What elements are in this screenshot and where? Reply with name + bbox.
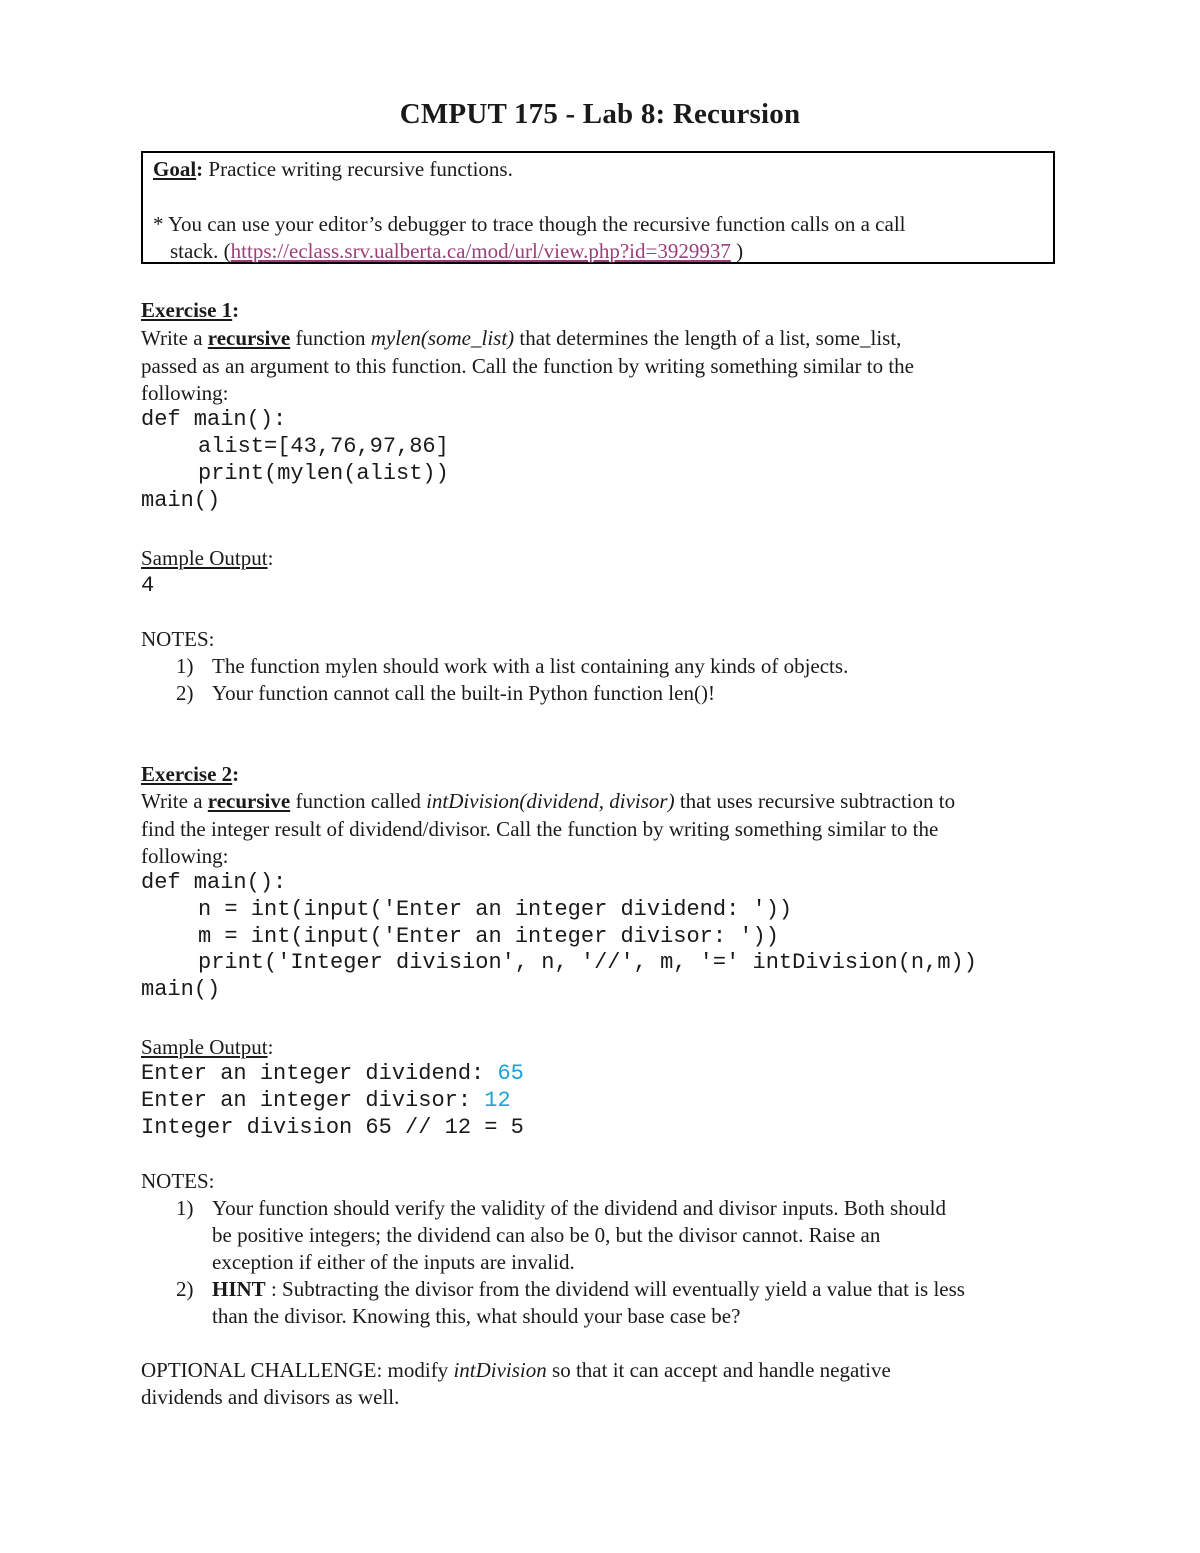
text-span: that determines the length of a list, some_list, [514,326,902,350]
page-title: CMPUT 175 - Lab 8: Recursion [399,98,801,130]
goal-colon: : [196,157,204,181]
text-span: Write a [141,326,208,350]
text-span: : Subtracting the divisor from the dividend will eventually yield a value that is less [265,1277,965,1301]
sample-output-label: Sample Output [141,546,268,570]
function-signature: mylen(some_list) [370,326,515,350]
text-span: Write a [141,789,208,813]
debugger-link[interactable]: https://eclass.srv.ualberta.ca/mod/url/view.php?id=3929937 [230,239,731,263]
code-line: def main(): [141,870,287,895]
exercise-1-line3: following: [141,381,229,405]
code-line: main() [141,488,221,513]
code-line: print(mylen(alist)) [198,461,449,486]
code-line: n = int(input('Enter an integer dividend: ')) [198,897,793,922]
output-input-value: 65 [497,1061,524,1086]
text-span: that uses recursive subtraction to [674,789,956,813]
code-line: m = int(input('Enter an integer divisor: ')) [198,924,779,949]
hint-label: HINT [212,1277,266,1301]
function-name: intDivision [453,1358,547,1382]
optional-challenge-line1 [141,1357,891,1384]
sample-output-heading [141,545,273,572]
notes-heading: NOTES: [141,627,215,651]
text-span: function [290,326,371,350]
debugger-tip-line1: * You can use your editor’s debugger to trace though the recursive function calls on a call [153,212,906,236]
exercise-1-line2: passed as an argument to this function. Call the function by writing something similar to the [141,354,914,378]
text-span: function called [290,789,427,813]
note-text: be positive integers; the dividend can also be 0, but the divisor cannot. Raise an [212,1223,881,1247]
exercise-2-heading [141,761,239,788]
exercise-2-line1 [141,788,955,815]
note-text: Your function cannot call the built-in Python function len()! [212,681,715,705]
note-number: 2) [176,681,194,705]
sample-output-line [141,1087,511,1114]
output-prompt: Enter an integer divisor: [141,1088,485,1113]
text-span: OPTIONAL CHALLENGE: modify [141,1358,454,1382]
exercise-2-colon: : [232,762,240,786]
note-text: The function mylen should work with a list containing any kinds of objects. [212,654,849,678]
note-text [212,1276,965,1303]
sample-output-heading [141,1034,273,1061]
goal-text: Practice writing recursive functions. [203,157,513,181]
exercise-1-heading [141,297,239,324]
tip-suffix: ) [730,239,744,263]
function-signature: intDivision(dividend, divisor) [426,789,675,813]
sample-output-label: Sample Output [141,1035,268,1059]
exercise-2-line3: following: [141,844,229,868]
output-prompt: Enter an integer dividend: [141,1061,498,1086]
note-text: than the divisor. Knowing this, what should your base case be? [212,1304,741,1328]
recursive-keyword: recursive [207,789,291,813]
code-line: print('Integer division', n, '//', m, '=' intDivision(n,m)) [198,950,977,975]
note-text: Your function should verify the validity of the dividend and divisor inputs. Both should [212,1196,946,1220]
code-line: main() [141,977,221,1002]
exercise-1-line1 [141,325,901,352]
sample-output-value: 4 [141,573,155,598]
note-number: 2) [176,1277,194,1301]
note-number: 1) [176,654,194,678]
sample-output-colon: : [267,1035,274,1059]
code-line: def main(): [141,407,287,432]
goal-line [153,157,513,182]
recursive-keyword: recursive [207,326,291,350]
sample-output-line: Integer division 65 // 12 = 5 [141,1115,524,1140]
notes-heading: NOTES: [141,1169,215,1193]
goal-box [141,151,1055,264]
note-text: exception if either of the inputs are invalid. [212,1250,575,1274]
exercise-1-colon: : [232,298,240,322]
exercise-1-label: Exercise 1 [141,298,233,322]
exercise-2-line2: find the integer result of dividend/divisor. Call the function by writing something similar to the [141,817,939,841]
tip-prefix: stack. ( [170,239,231,263]
output-input-value: 12 [484,1088,511,1113]
note-number: 1) [176,1196,194,1220]
sample-output-colon: : [267,546,274,570]
optional-challenge-line2: dividends and divisors as well. [141,1385,400,1409]
goal-label: Goal [153,157,197,181]
text-span: so that it can accept and handle negative [546,1358,891,1382]
debugger-tip-line2 [170,239,743,264]
sample-output-line [141,1060,524,1087]
exercise-2-label: Exercise 2 [141,762,233,786]
code-line: alist=[43,76,97,86] [198,434,449,459]
